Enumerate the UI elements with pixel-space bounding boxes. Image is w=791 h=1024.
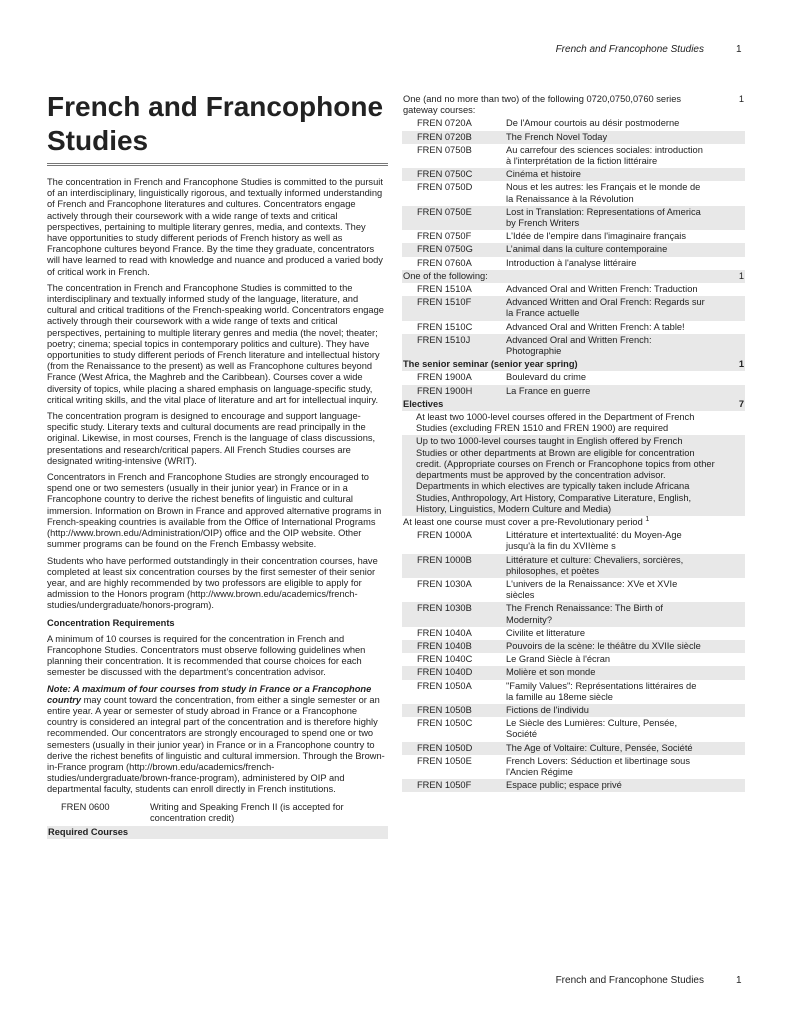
course-code: FREN 1050C	[417, 718, 473, 729]
course-row	[402, 334, 745, 358]
seminar-course-list	[402, 371, 745, 397]
honors-paragraph: Students who have performed outstandingly in their concentration courses, have completed at least six concentration courses by the first semester of their senior year, and are highly recommended by two professors are eligible to apply for admission to the Honors program (http://www.brown.edu/academics/french-studies/undergraduate/honors-program).	[47, 555, 378, 611]
course-row	[402, 666, 745, 679]
course-code: FREN 0750D	[417, 182, 473, 193]
course-code: FREN 1050B	[417, 704, 472, 715]
course-code: FREN 1510A	[417, 284, 472, 295]
course-row	[402, 385, 745, 398]
course-title: Nous et les autres: les Français et le monde de la Renaissance à la Révolution	[506, 182, 701, 204]
course-code: FREN 1900A	[417, 372, 472, 383]
pre-revolutionary-text	[403, 517, 744, 528]
course-title: Littérature et intertextualité: du Moyen-Age jusqu'à la fin du XVIIème s	[506, 530, 682, 552]
course-code: FREN 0750F	[417, 231, 472, 242]
footnote-marker: 1	[645, 515, 650, 523]
course-code: FREN 0600	[61, 801, 110, 812]
course-row	[402, 131, 745, 144]
course-row	[402, 230, 745, 243]
one-of-header	[402, 270, 745, 283]
course-code: FREN 0760A	[417, 257, 472, 268]
course-title: "Family Values": Représentations littéraires de la famille au 18eme siècle	[506, 680, 697, 702]
course-code: FREN 1050F	[417, 780, 472, 791]
course-row	[402, 206, 745, 230]
course-row	[402, 296, 745, 320]
course-code: FREN 1040A	[417, 627, 472, 638]
course-title: The Age of Voltaire: Culture, Pensée, Société	[506, 742, 693, 753]
course-code: FREN 1040C	[417, 654, 473, 665]
course-title: Writing and Speaking French II (is accepted for concentration credit)	[150, 801, 344, 823]
course-row-fren-0600	[47, 802, 388, 824]
course-row	[402, 653, 745, 666]
course-code: FREN 1000B	[417, 554, 472, 565]
note-paragraph	[47, 684, 388, 796]
course-title: Au carrefour des sciences sociales: introduction à l'interprétation de la fiction littéraire	[506, 144, 703, 167]
course-title: The French Novel Today	[506, 131, 608, 142]
course-title: Cinéma et histoire	[506, 169, 581, 180]
course-code: FREN 0720B	[417, 131, 472, 142]
one-of-text: One of the following:	[403, 270, 488, 281]
course-code: FREN 1510F	[417, 297, 472, 308]
course-title: Espace public; espace privé	[506, 780, 622, 791]
course-code: FREN 1510J	[417, 334, 471, 345]
course-title: La France en guerre	[506, 385, 591, 396]
course-code: FREN 1000A	[417, 530, 472, 541]
electives-hours: 7	[738, 398, 744, 409]
senior-seminar-hours: 1	[738, 359, 744, 370]
course-title: De l'Amour courtois au désir postmoderne	[506, 118, 680, 129]
course-code: FREN 0750B	[417, 144, 472, 155]
gateway-header	[402, 93, 745, 117]
gateway-course-list	[402, 117, 745, 269]
running-header-title: French and Francophone Studies	[555, 44, 704, 55]
course-row	[402, 144, 745, 168]
course-title: Advanced Written and Oral French: Regards sur la France actuelle	[506, 297, 705, 319]
senior-seminar-text: The senior seminar (senior year spring)	[403, 359, 578, 370]
pre-revolutionary-label: At least one course must cover a pre-Revolutionary period	[403, 516, 643, 527]
course-title: The French Renaissance: The Birth of Modernity?	[506, 603, 663, 625]
course-row	[402, 578, 745, 602]
course-title: Lost in Translation: Representations of America by French Writers	[506, 206, 701, 229]
study-abroad-paragraph: Concentrators in French and Francophone Studies are strongly encouraged to spend one or two semesters (usually in their junior year) in France or in a Francophone country to derive the richest benefits of linguistic and cultural immersion. Information on Brown in France and approved alternative programs in French-speaking countries is available from the Office of International Programs (http://www.brown.edu/Administration/OIP) office and the OIP website. Other summer programs can be found on the French Embassy website.	[47, 472, 382, 550]
intro-paragraph-1: The concentration in French and Francophone Studies is committed to the pursuit of an interdisciplinary, linguistically rigorous, and textually informed understanding of French and Francophone literatures and cultures. Concentrators engage actively through their coursework with a wide range of texts and critical perspectives, pertaining to multiple literary genres, media, and contexts. They have opportunities to study different periods of French history as well as Francophone cultures beyond France. By the time they graduate, concentrators will have learned to read with knowledge and nuance and produced a varied body of critical work in French.	[47, 177, 383, 277]
course-title: L'univers de la Renaissance: XVe et XVIe siècles	[506, 578, 678, 601]
course-row	[402, 640, 745, 653]
course-code: FREN 0750C	[417, 169, 473, 180]
required-courses-header: Required Courses	[47, 826, 388, 839]
intro-paragraph-2: The concentration in French and Francophone Studies is committed to the interdisciplinary and textually informed study of the language, literature, and cultural and critical traditions of the French-speaking world. Concentrators engage actively through their coursework with a wide range of texts and critical perspectives, pertaining to multiple literary genres and media (the novel; theater; poetry; cinema; special topics in contemporary politics and culture). They have opportunities to study different periods of French literature and intellectual history (from the Renaissance to the present) as well as Francophone cultures beyond France (West Africa, the Maghreb and the Caribbean). Courses cover a wide diversity of topics, while placing a shared emphasis on language-specific study, critical writing skills, and the vital place of literature and art for intellectual inquiry.	[47, 282, 384, 405]
course-code: FREN 1900H	[417, 385, 473, 396]
intro-paragraph-3: The concentration program is designed to encourage and support language-specific study. Literary texts and cultural documents are read principally in the original. Likewise, in most courses, French is the language of class discussions, presentations and research/critical papers. All French Studies courses are designated writing-intensive (WRIT).	[47, 411, 376, 466]
course-row	[402, 755, 745, 779]
course-title: Molière et son monde	[506, 667, 596, 678]
one-of-hours: 1	[738, 270, 744, 281]
course-row	[402, 742, 745, 755]
gateway-hours: 1	[738, 94, 744, 104]
course-row	[402, 371, 745, 384]
course-title: Fictions de l'individu	[506, 704, 589, 715]
requirements-paragraph: A minimum of 10 courses is required for the concentration in French and Francophone Studies. Concentrators must observe following guidelines when planning their concentration. It is recommended that course choices for each semester be discussed with the department’s concentration advisor.	[47, 633, 366, 678]
right-column	[402, 93, 745, 792]
course-code: FREN 0720A	[417, 118, 472, 129]
course-title: Civilite et litterature	[506, 627, 586, 638]
course-code: FREN 1510C	[417, 321, 473, 332]
course-row	[402, 243, 745, 256]
electives-header	[402, 398, 745, 411]
electives-text: Electives	[403, 398, 444, 409]
course-title: Introduction à l'analyse littéraire	[506, 257, 637, 268]
course-title: Advanced Oral and Written French: A table!	[506, 321, 685, 332]
left-column	[47, 90, 388, 839]
course-row	[402, 554, 745, 578]
oral-course-list	[402, 283, 745, 358]
running-footer-page-number: 1	[736, 975, 742, 986]
course-code: FREN 0750G	[417, 244, 473, 255]
pre-revolutionary-course-list	[402, 529, 745, 792]
course-row	[402, 321, 745, 334]
running-footer-title: French and Francophone Studies	[555, 975, 704, 986]
electives-note-1: At least two 1000-level courses offered in the Department of French Studies (excluding FREN 1510 and FREN 1900) are required	[416, 412, 695, 434]
course-row	[402, 283, 745, 296]
course-row	[402, 181, 745, 205]
course-code: FREN 0750E	[417, 206, 472, 217]
course-title: Boulevard du crime	[506, 372, 587, 383]
course-row	[402, 168, 745, 181]
course-code: FREN 1050A	[417, 680, 472, 691]
course-code: FREN 1050E	[417, 755, 472, 766]
course-row	[402, 627, 745, 640]
course-row	[402, 680, 745, 704]
course-title: French Lovers: Séduction et libertinage sous l'Ancien Régime	[506, 755, 690, 777]
senior-seminar-header	[402, 358, 745, 371]
running-header-page-number: 1	[736, 44, 742, 55]
course-code: FREN 1030B	[417, 603, 472, 614]
course-code: FREN 1050D	[417, 742, 473, 753]
course-row	[402, 529, 745, 553]
course-title: Le Grand Siècle à l'écran	[506, 654, 611, 665]
course-title: Littérature et culture: Chevaliers, sorcières, philosophes, et poètes	[506, 554, 684, 576]
course-title: L’animal dans la culture contemporaine	[506, 244, 668, 255]
course-code: FREN 1040B	[417, 640, 472, 651]
course-title: Advanced Oral and Written French: Traduction	[506, 284, 698, 295]
course-row	[402, 779, 745, 792]
course-title: Le Siècle des Lumières: Culture, Pensée, Société	[506, 718, 678, 740]
note-body: may count toward the concentration, from either a single semester or an entire year. A year or semester of study abroad in France or a Francophone country is considered an integral part of the concentration and is therefore highly recommended. Our concentrators are strongly encouraged to spend one or two semesters (usually in their junior year) in France or in a Francophone country to derive the richest benefits of linguistic and cultural immersion. Through the Brown-in-France program (http://brown.edu/academics/french-studies/undergraduate/brown-france-program), administered by OIP and departmental faculty, students can enroll directly in French institutions.	[47, 694, 385, 795]
requirements-heading: Concentration Requirements	[47, 617, 175, 628]
course-title: L'Idée de l'empire dans l'imaginaire français	[506, 231, 686, 242]
course-row	[402, 704, 745, 717]
page-title: French and Francophone Studies	[47, 90, 388, 166]
course-title: Pouvoirs de la scène: le théâtre du XVIIe siècle	[506, 640, 701, 651]
course-row	[402, 117, 745, 130]
electives-note-2: Up to two 1000-level courses taught in English offered by French Studies or other departments at Brown are eligible for concentration credit. (Appropriate courses on French or Francophone topics from other departments must be approved by the concentration advisor. Departments in which electives are typically taken include Africana Studies, Anthropology, Art History, Comparative Literature, English, History, Linguistics, Modern Culture and Media)	[402, 435, 745, 515]
course-code: FREN 1040D	[417, 667, 473, 678]
gateway-text: One (and no more than two) of the following 0720,0750,0760 series gateway courses:	[403, 94, 682, 116]
note-emphasis: Note: A maximum of four courses from study in France or a Francophone country	[47, 683, 372, 705]
course-code: FREN 1030A	[417, 578, 472, 589]
course-row	[402, 257, 745, 270]
pre-revolutionary-header	[402, 516, 745, 529]
course-row	[402, 717, 745, 741]
course-row	[402, 602, 745, 626]
course-title: Advanced Oral and Written French: Photographie	[506, 334, 652, 357]
